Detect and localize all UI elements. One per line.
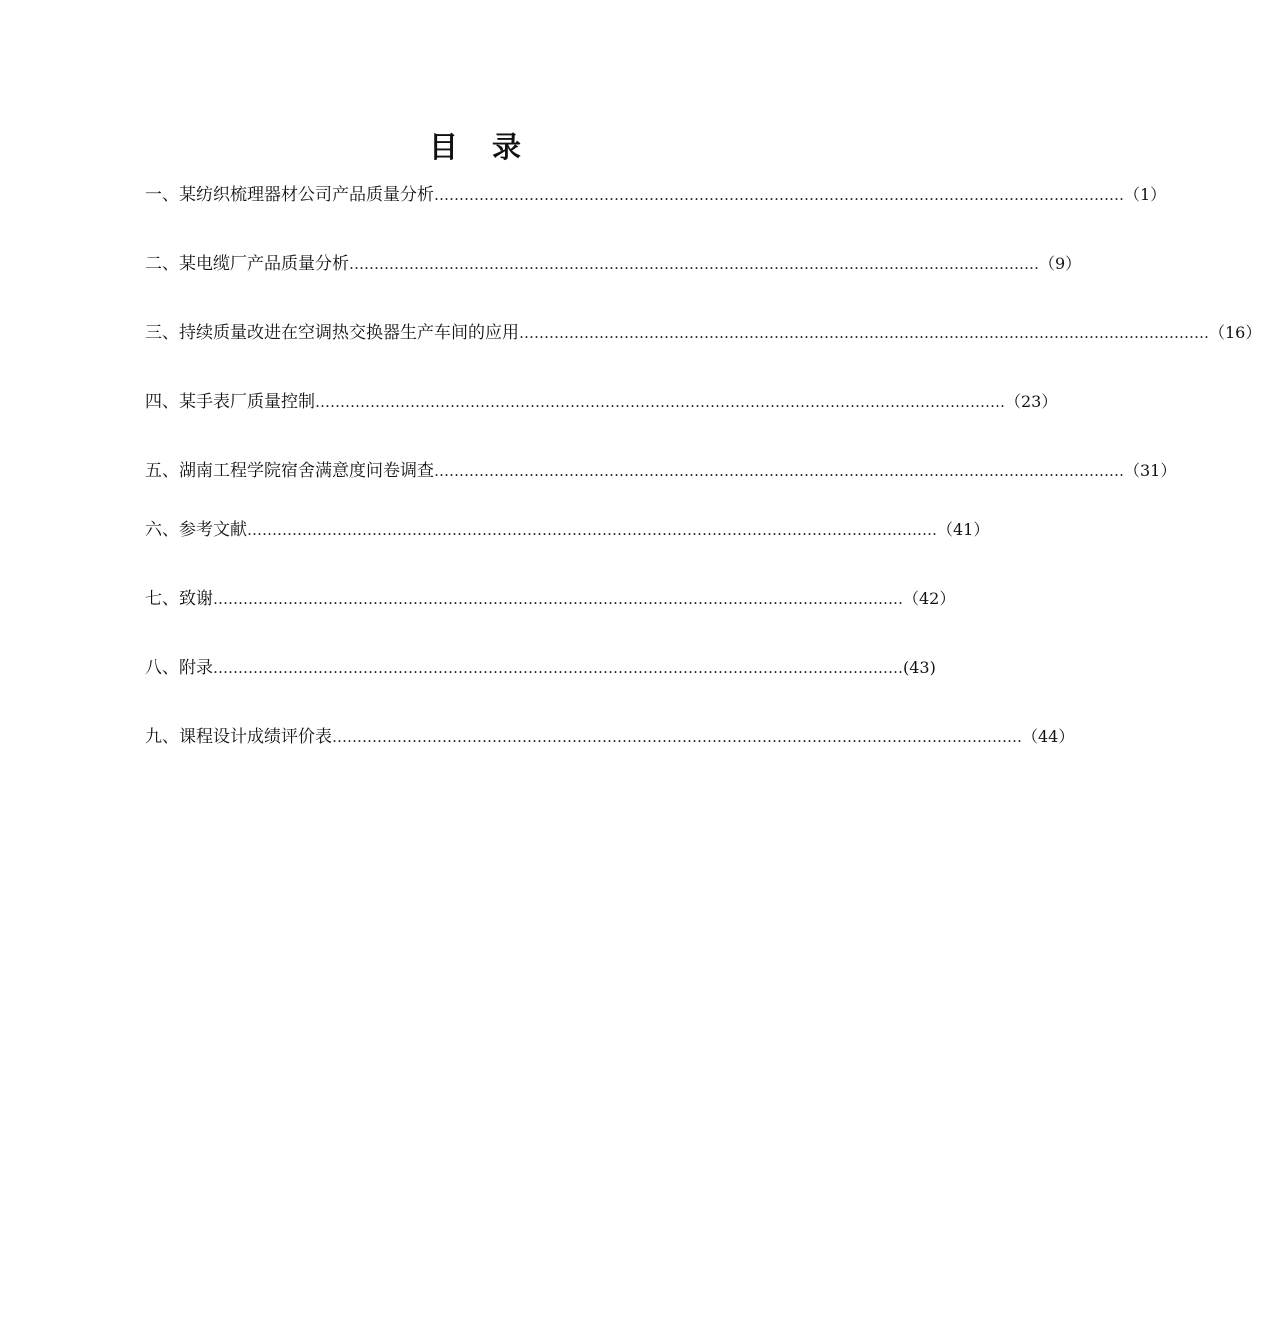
toc-entry-label: 六、参考文献 bbox=[145, 520, 247, 540]
toc-entry-5[interactable] bbox=[145, 457, 1177, 485]
dot-leader: ………………………………………………………………………………………………………………………… bbox=[247, 521, 937, 539]
toc-page-number: （44） bbox=[1022, 727, 1075, 746]
toc-entry-9[interactable] bbox=[145, 723, 1075, 751]
toc-entry-label: 四、某手表厂质量控制 bbox=[145, 392, 315, 412]
toc-entry-label: 二、某电缆厂产品质量分析 bbox=[145, 254, 349, 274]
toc-entry-3[interactable] bbox=[145, 319, 1261, 347]
toc-entry-8[interactable] bbox=[145, 654, 936, 682]
toc-entry-6[interactable] bbox=[145, 516, 990, 544]
toc-entry-4[interactable] bbox=[145, 388, 1058, 416]
toc-page-number: （23） bbox=[1005, 392, 1058, 411]
dot-leader: ………………………………………………………………………………………………………………………… bbox=[349, 255, 1039, 273]
toc-entry-label: 九、课程设计成绩评价表 bbox=[145, 727, 332, 747]
toc-entry-label: 五、湖南工程学院宿舍满意度问卷调查 bbox=[145, 461, 434, 481]
toc-page-number: (43) bbox=[903, 658, 936, 677]
dot-leader: ………………………………………………………………………………………………………………………… bbox=[519, 324, 1209, 342]
toc-title: 目 录 bbox=[428, 130, 534, 164]
toc-page-number: （9） bbox=[1039, 254, 1082, 273]
toc-entry-7[interactable] bbox=[145, 585, 956, 613]
toc-page-number: （1） bbox=[1124, 185, 1167, 204]
toc-entry-label: 三、持续质量改进在空调热交换器生产车间的应用 bbox=[145, 323, 519, 343]
toc-page-number: （31） bbox=[1124, 461, 1177, 480]
toc-page-number: （16） bbox=[1209, 323, 1261, 342]
dot-leader: ………………………………………………………………………………………………………………………… bbox=[434, 186, 1124, 204]
dot-leader: ………………………………………………………………………………………………………………………… bbox=[213, 590, 903, 608]
toc-entry-label: 七、致谢 bbox=[145, 589, 213, 609]
dot-leader: ………………………………………………………………………………………………………………………… bbox=[434, 462, 1124, 480]
dot-leader: ………………………………………………………………………………………………………………………… bbox=[315, 393, 1005, 411]
toc-entry-label: 一、某纺织梳理器材公司产品质量分析 bbox=[145, 185, 434, 205]
toc-entry-1[interactable] bbox=[145, 181, 1167, 209]
toc-page-number: （42） bbox=[903, 589, 956, 608]
toc-entry-label: 八、附录 bbox=[145, 658, 213, 678]
dot-leader: ………………………………………………………………………………………………………………………… bbox=[213, 659, 903, 677]
toc-entry-2[interactable] bbox=[145, 250, 1082, 278]
dot-leader: ………………………………………………………………………………………………………………………… bbox=[332, 728, 1022, 746]
toc-page-number: （41） bbox=[937, 520, 990, 539]
